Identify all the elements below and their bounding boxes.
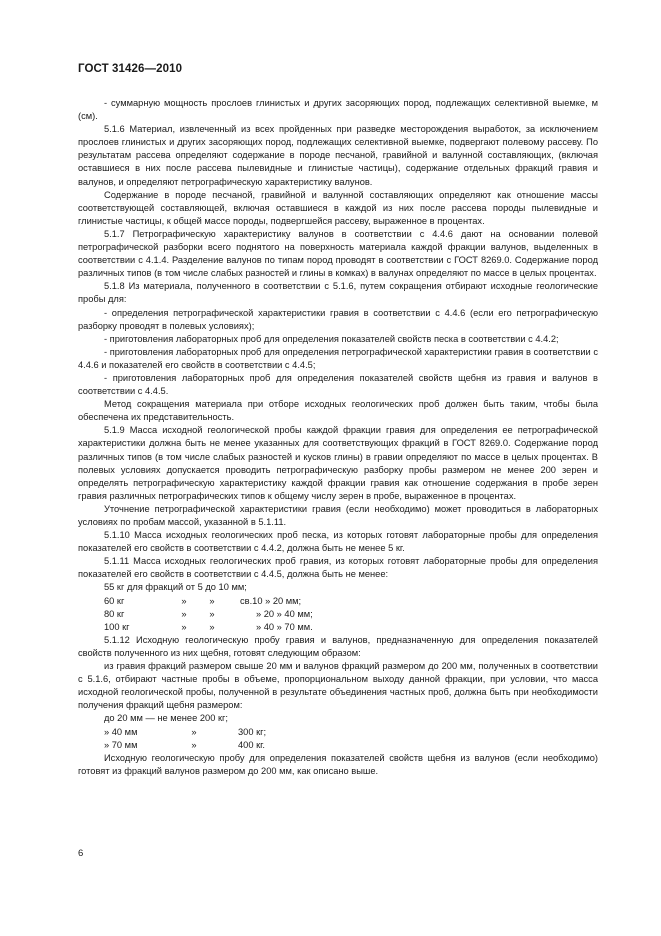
fraction-size: » 40 мм: [104, 726, 138, 737]
paragraph-1: - суммарную мощность прослоев глинистых и других засоряющих пород, подлежащих селективной выемке, м (см).: [78, 98, 598, 122]
gravel-mass-row: [78, 621, 598, 634]
paragraph-5111: 5.1.11 Масса исходных геологических проб гравия, из которых готовят лабораторные пробы для определения показателей его свойств в соответствии с 4.4.5, должна быть не менее:: [78, 556, 598, 580]
ditto-mark: »: [209, 595, 215, 606]
ditto-mark: »: [191, 739, 197, 750]
mass-value: 80 кг: [104, 608, 125, 619]
paragraph-516: 5.1.6 Материал, извлеченный из всех пройденных при разведке месторождения выработок, за исключением прослоев глинистых и других засоряющих пород, подлежащих селективной выемке, подвергают полевому рассеву. По результатам рассева определяют содержание в породе песчаной, гравийной и валунной составляющих, (включая оставшиеся в них после рассева пылевидные и глинистые частицы), содержание отдельных фракций гравия и валунов, и определяют петрографическую характеристику валунов.: [78, 124, 598, 187]
page-number: 6: [78, 848, 84, 859]
gravel-mass-row: [78, 595, 598, 608]
mass-value: 300 кг;: [238, 726, 267, 737]
gravel-mass-list: [78, 581, 598, 633]
paragraph-boulders-crushed: Исходную геологическую пробу для определения показателей свойств щебня из валунов (если необходимо) готовят из фракций валунов размером до 200 мм, как описано выше.: [78, 752, 598, 776]
paragraph-519: 5.1.9 Масса исходной геологической пробы каждой фракции гравия для определения ее петрографической характеристики должна быть не менее указанных для соответствующих фракций в ГОСТ 8269.0. Содержание пород различных типов (в том числе слабых разностей и кусков глины) в гравии определяют по массе в целых процентах. В полевых условиях допускается проводить петрографическую разборку пробы размером не менее 200 зерен и определять петрографическую характеристику каждой фракции гравия как отношение содержания в пробе зерен гравия различных петрографических типов к общему числу зерен в пробе, выраженное в процентах.: [78, 425, 598, 501]
ditto-mark: »: [191, 726, 197, 737]
gravel-mass-row: [78, 608, 598, 621]
crushed-mass-first: до 20 мм — не менее 200 кг;: [104, 713, 228, 724]
paragraph-517: 5.1.7 Петрографическую характеристику валунов в соответствии с 4.4.6 дают на основании полевой петрографической разборки всего поднятого на поверхность материала каждой фракции валунов, выделенных в соответствии с 4.1.4. Разделение валунов по типам пород проводят в соответствии с ГОСТ 8269.0. Содержание пород различных типов (в том числе слабых разностей и глины в комках) в валунах определяют по массе в целых процентах.: [78, 228, 598, 279]
ditto-mark: »: [209, 608, 215, 619]
paragraph-516-content: Содержание в породе песчаной, гравийной и валунной составляющих определяют как отношение массы соответствующей составляющей, включая оставшиеся в каждой из них после рассева породы пылевидные и глинистые частицы, к общей массе породы, подвергшейся рассеву, выраженное в процентах.: [78, 189, 598, 226]
mass-value: 400 кг.: [238, 739, 266, 750]
fraction-range: » 40 » 70 мм.: [256, 621, 313, 632]
crushed-mass-row: [78, 739, 598, 752]
ditto-mark: »: [181, 608, 187, 619]
list-item-gravel-samples: - приготовления лабораторных проб для определения петрографической характеристики гравия в соответствии с 4.4.6 и показателей его свойств в соответствии с 4.4.5;: [78, 346, 598, 370]
ditto-mark: »: [181, 595, 187, 606]
paragraph-5112: 5.1.12 Исходную геологическую пробу гравия и валунов, предназначенную для определения показателей свойств полученного из них щебня, готовят следующим образом:: [78, 634, 598, 658]
gravel-mass-first: 55 кг для фракций от 5 до 10 мм;: [104, 582, 247, 593]
list-item-crushed-stone-samples: - приготовления лабораторных проб для определения показателей свойств щебня из гравия и валунов в соответствии с 4.4.5.: [78, 372, 598, 397]
ditto-mark: »: [209, 621, 215, 632]
crushed-mass-row: [78, 726, 598, 739]
paragraph-5112-gravel: из гравия фракций размером свыше 20 мм и валунов фракций размером до 200 мм, полученных в соответствии с 5.1.6, отбирают частные пробы в объеме, пропорциональном выходу данной фракции, при условии, что масса исходной геологической пробы, полученной в результате объединения частных проб, должна быть при необходимости получения фракций щебня размером:: [78, 661, 598, 711]
document-body: [78, 97, 598, 778]
fraction-range: св.10 » 20 мм;: [240, 595, 302, 606]
document-header: ГОСТ 31426—2010: [78, 63, 183, 75]
paragraph-519-refinement: Уточнение петрографической характеристики гравия (если необходимо) может проводиться в лабораторных условиях по пробам массой, указанной в 5.1.11.: [78, 503, 598, 527]
crushed-mass-list: [78, 712, 598, 751]
paragraph-5110: 5.1.10 Масса исходных геологических проб песка, из которых готовят лабораторные пробы для определения показателей его свойств в соответствии с 4.4.2, должна быть не менее 5 кг.: [78, 530, 598, 554]
ditto-mark: »: [181, 621, 187, 632]
mass-value: 100 кг: [104, 621, 130, 632]
paragraph-reduction-method: Метод сокращения материала при отборе исходных геологических проб должен быть таким, чтобы была обеспечена их представительность.: [78, 399, 598, 423]
list-item-sand-samples: - приготовления лабораторных проб для определения показателей свойств песка в соответствии с 4.4.2;: [104, 333, 559, 344]
fraction-size: » 70 мм: [104, 739, 138, 750]
list-item-gravel-petrography: - определения петрографической характеристики гравия в соответствии с 4.4.6 (если его петрографическую разборку проводят в полевых условиях);: [78, 307, 598, 331]
mass-value: 60 кг: [104, 595, 125, 606]
paragraph-518: 5.1.8 Из материала, полученного в соответствии с 5.1.6, путем сокращения отбирают исходные геологические пробы для:: [78, 281, 598, 305]
fraction-range: » 20 » 40 мм;: [256, 608, 313, 619]
